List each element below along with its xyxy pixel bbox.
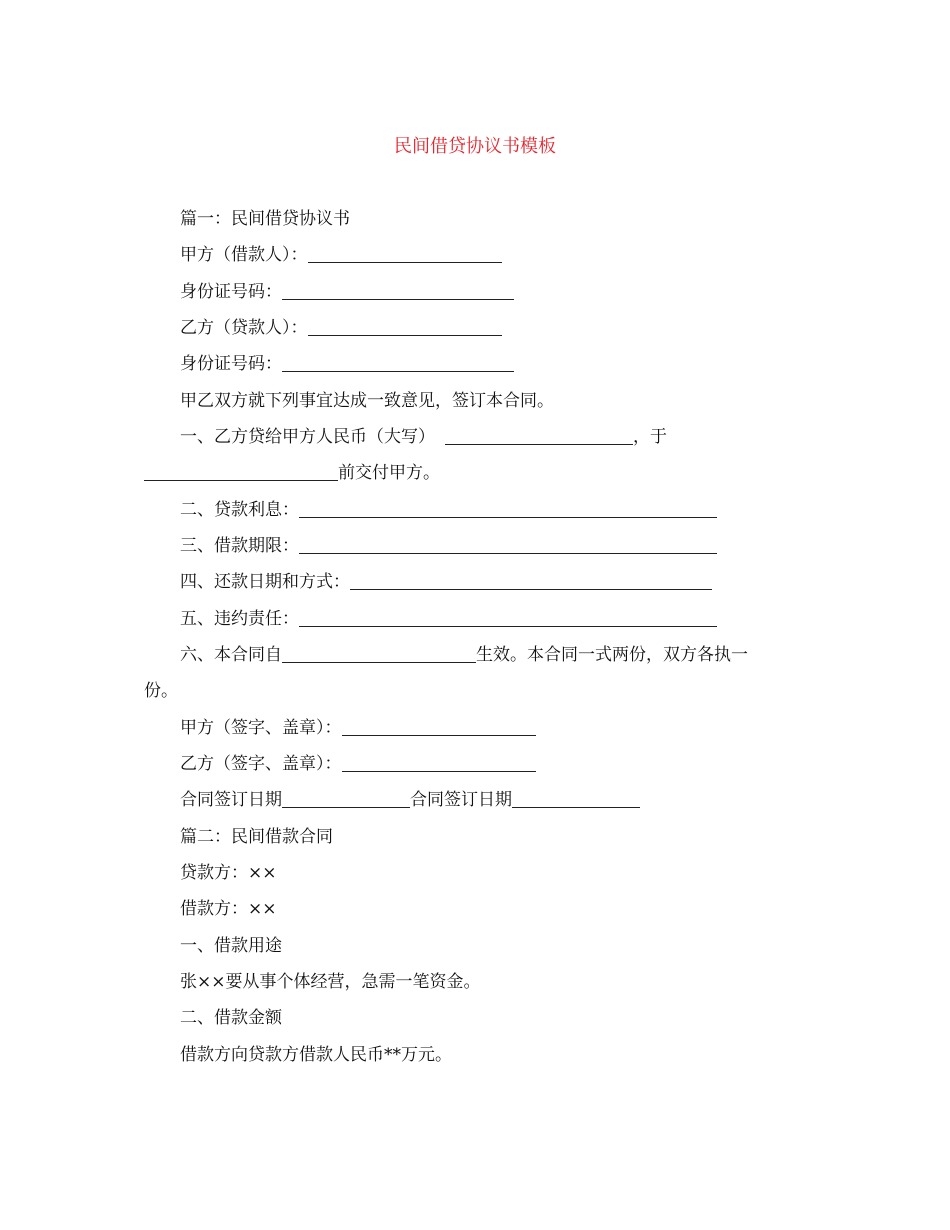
sign-a-line xyxy=(180,717,536,739)
sign-date-line xyxy=(180,789,640,811)
clause3-label: 三、借款期限： xyxy=(180,536,299,556)
purpose-text: 张××要从事个体经营，急需一笔资金。 xyxy=(180,972,481,992)
clause4-label: 四、还款日期和方式： xyxy=(180,572,350,592)
purpose-heading: 一、借款用途 xyxy=(180,936,282,956)
party-b-blank xyxy=(308,318,502,336)
clause5-label: 五、违约责任： xyxy=(180,609,299,629)
document-title: 民间借贷协议书模板 xyxy=(394,136,556,157)
sign-date-label-2: 合同签订日期 xyxy=(410,790,512,810)
clause1-amount-blank xyxy=(445,427,633,445)
borrower-line: 借款方：×× xyxy=(180,899,277,919)
clause6-text-a: 六、本合同自 xyxy=(180,645,282,665)
clause1-text-a: 一、乙方贷给甲方人民币（大写） xyxy=(180,427,435,447)
clause3-blank xyxy=(299,536,717,554)
sign-date-blank-1 xyxy=(282,790,410,808)
party-b-label: 乙方（贷款人）： xyxy=(180,318,308,338)
sign-b-blank xyxy=(342,754,536,772)
id-a-blank xyxy=(282,282,514,300)
id-b-blank xyxy=(282,354,514,372)
sign-b-label: 乙方（签字、盖章）： xyxy=(180,754,342,774)
clause6-date-blank xyxy=(282,645,476,663)
amount-text: 借款方向贷款方借款人民币**万元。 xyxy=(180,1045,452,1065)
amount-heading: 二、借款金额 xyxy=(180,1008,282,1028)
part1-heading: 篇一：民间借贷协议书 xyxy=(180,209,350,229)
clause4-line xyxy=(180,571,712,593)
party-a-label: 甲方（借款人）： xyxy=(180,245,308,265)
sign-a-label: 甲方（签字、盖章）： xyxy=(180,718,342,738)
clause5-line xyxy=(180,608,717,630)
clause2-label: 二、贷款利息： xyxy=(180,500,299,520)
clause1-line2 xyxy=(144,462,440,484)
party-a-blank xyxy=(308,245,502,263)
id-a-label: 身份证号码： xyxy=(180,282,282,302)
party-b-line xyxy=(180,317,502,339)
party-a-line xyxy=(180,244,502,266)
clause3-line xyxy=(180,535,717,557)
lender-line: 贷款方：×× xyxy=(180,863,277,883)
id-b-line xyxy=(180,353,514,375)
clause6-line2: 份。 xyxy=(144,681,178,701)
clause2-line xyxy=(180,499,717,521)
sign-a-blank xyxy=(342,718,536,736)
sign-b-line xyxy=(180,753,536,775)
clause4-blank xyxy=(350,572,712,590)
clause1-date-blank xyxy=(144,463,338,481)
clause1-text-b: ，于 xyxy=(633,427,667,447)
part2-heading: 篇二：民间借款合同 xyxy=(180,827,333,847)
clause1-line1 xyxy=(180,426,667,448)
id-b-label: 身份证号码： xyxy=(180,354,282,374)
clause6-line1 xyxy=(180,644,748,666)
sign-date-label-1: 合同签订日期 xyxy=(180,790,282,810)
clause5-blank xyxy=(299,609,717,627)
agreement-text: 甲乙双方就下列事宜达成一致意见，签订本合同。 xyxy=(180,391,554,411)
id-a-line xyxy=(180,281,514,303)
clause2-blank xyxy=(299,500,717,518)
clause6-text-b: 生效。本合同一式两份，双方各执一 xyxy=(476,645,748,665)
sign-date-blank-2 xyxy=(512,790,640,808)
clause1-text-c: 前交付甲方。 xyxy=(338,463,440,483)
